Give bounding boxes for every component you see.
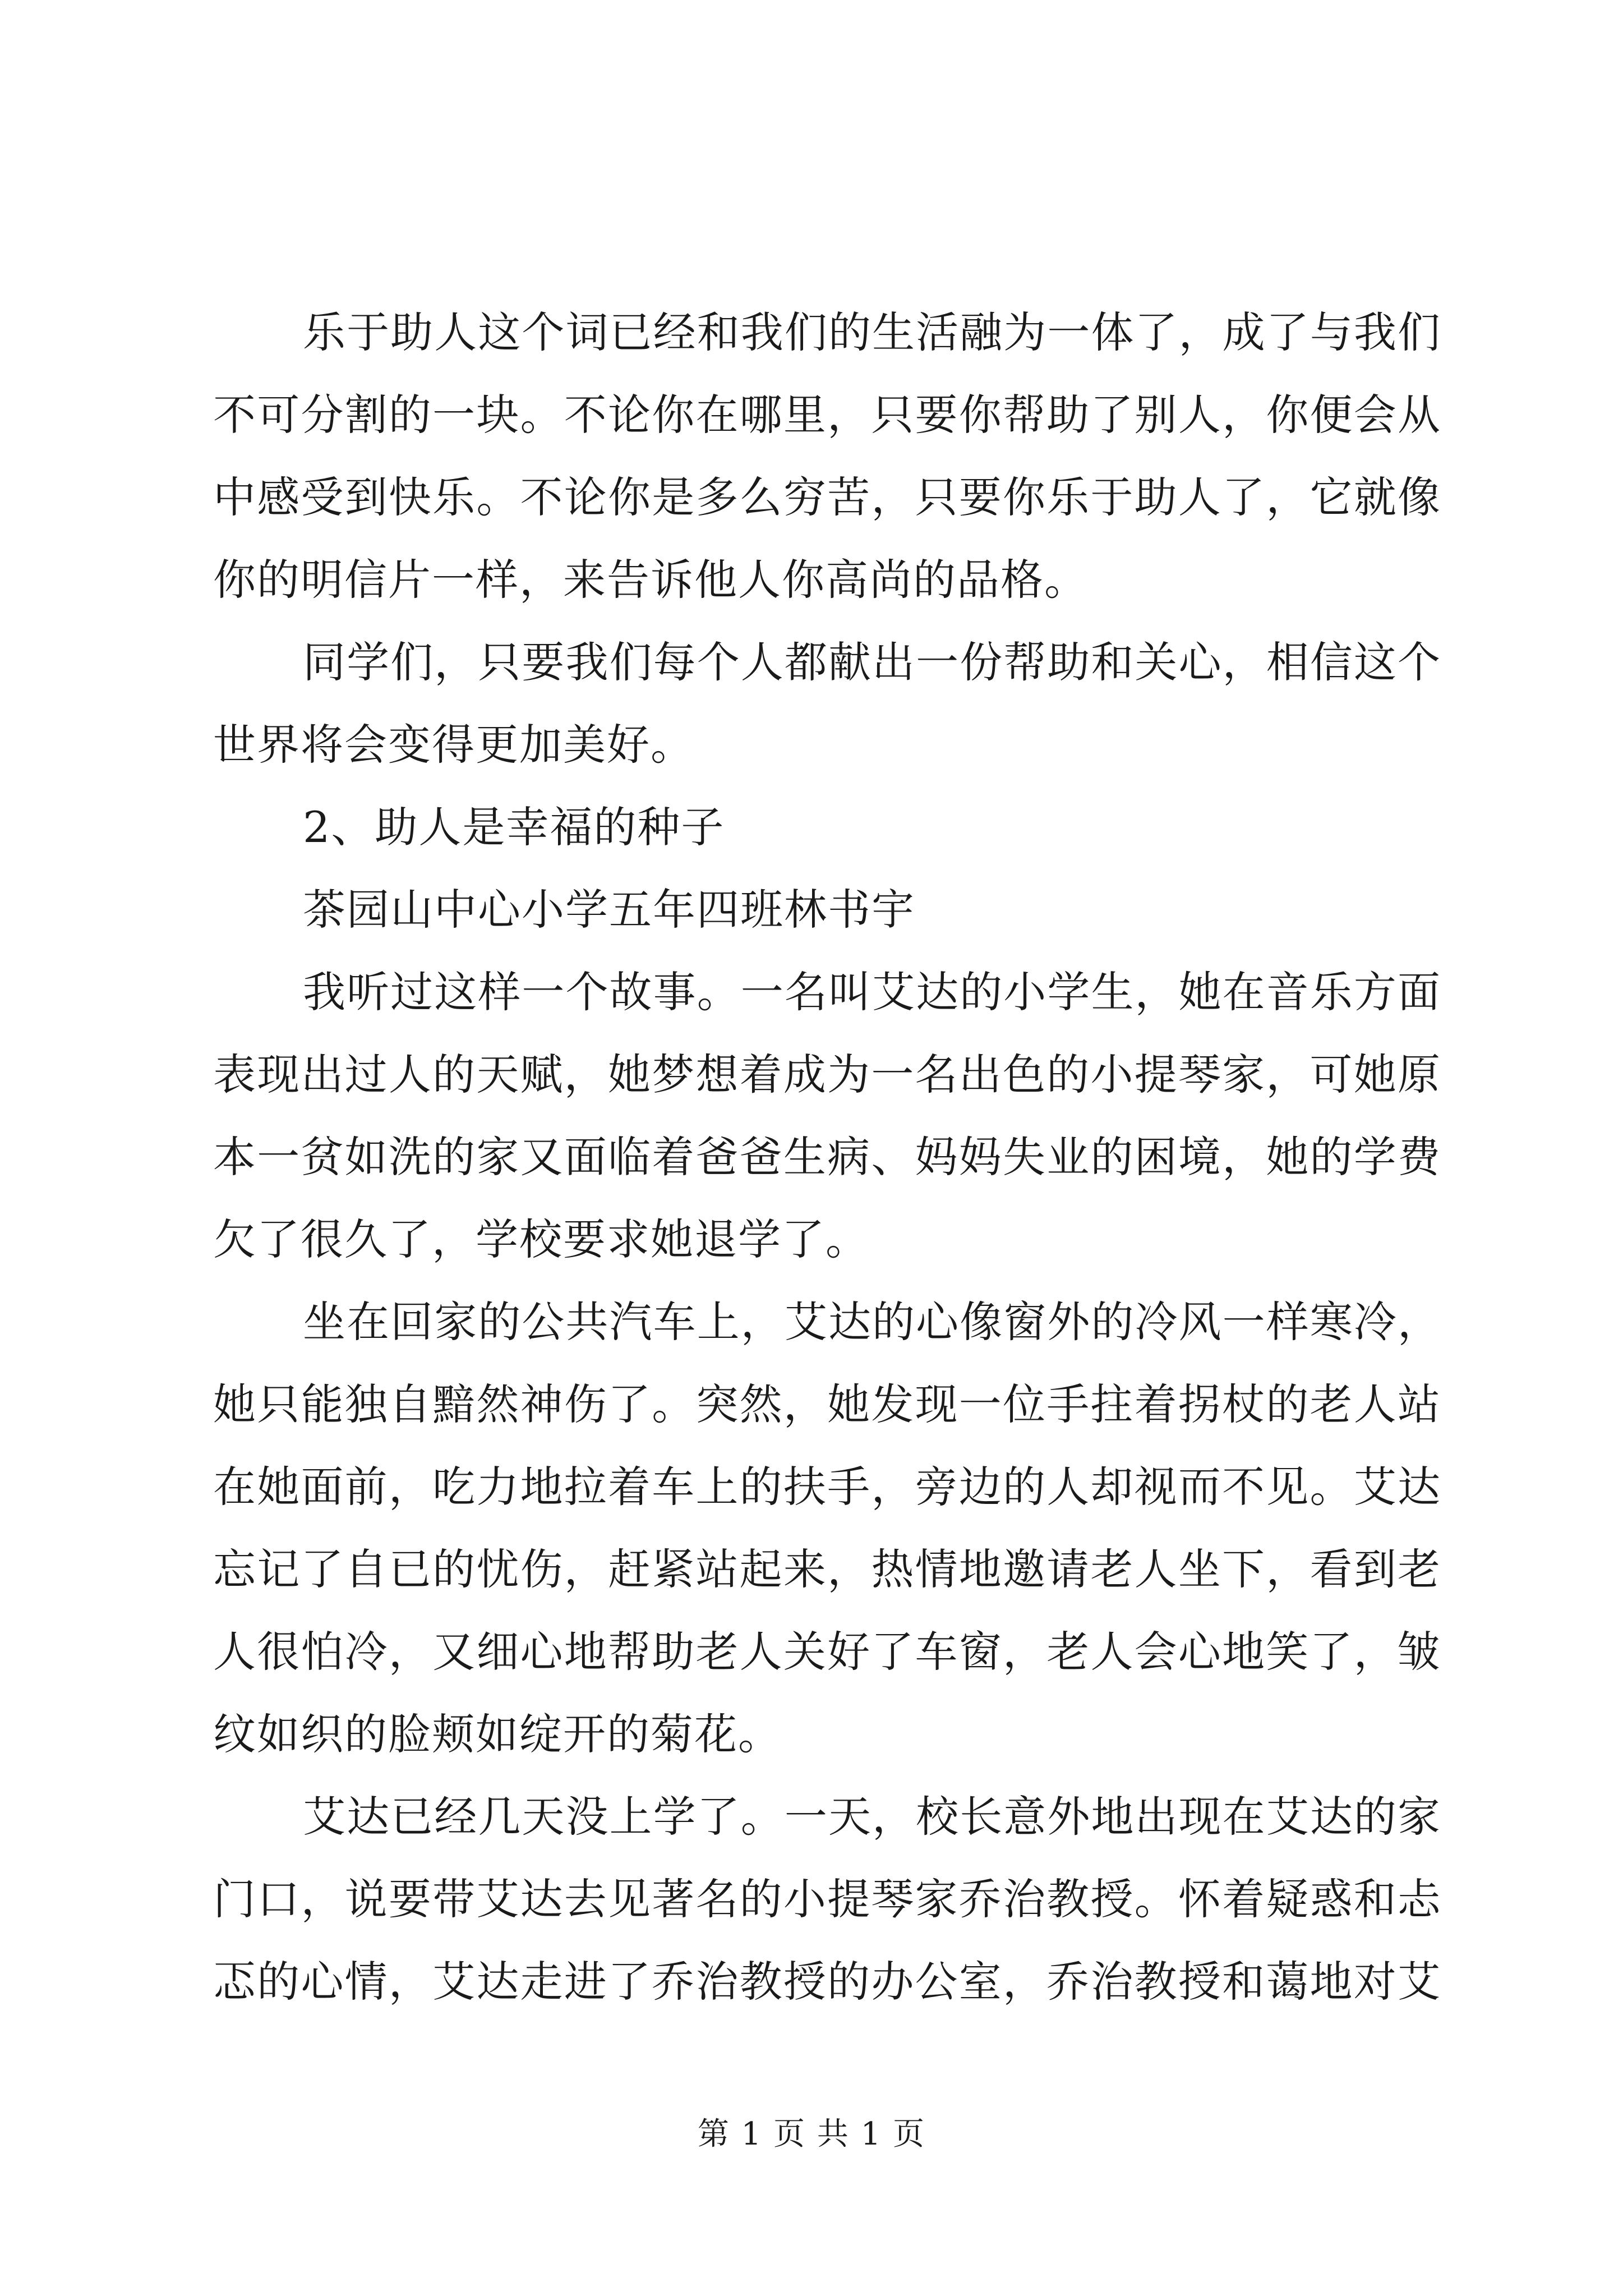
text-line: 纹如织的脸颊如绽开的菊花。: [213, 1709, 782, 1759]
text-line: 表现出过人的天赋，她梦想着成为一名出色的小提琴家，可她原: [213, 1050, 1441, 1099]
text-line: 在她面前，吃力地拉着车上的扶手，旁边的人却视而不见。艾达: [213, 1462, 1441, 1512]
text-line: 我听过这样一个故事。一名叫艾达的小学生，她在音乐方面: [303, 967, 1441, 1017]
text-line: 欠了很久了，学校要求她退学了。: [213, 1214, 869, 1264]
author-line: 茶园山中心小学五年四班林书宇: [303, 885, 915, 935]
section-heading: 2、助人是幸福的种子: [303, 802, 725, 852]
text-line: 你的明信片一样，来告诉他人你高尚的品格。: [213, 555, 1088, 605]
text-line: 乐于助人这个词已经和我们的生活融为一体了，成了与我们: [303, 307, 1441, 357]
text-line: 忑的心情，艾达走进了乔治教授的办公室，乔治教授和蔼地对艾: [213, 1957, 1441, 2007]
text-line: 中感受到快乐。不论你是多么穷苦，只要你乐于助人了，它就像: [213, 472, 1441, 522]
text-line: 人很怕冷，又细心地帮助老人关好了车窗，老人会心地笑了，皱: [213, 1627, 1441, 1677]
text-line: 门口，说要带艾达去见著名的小提琴家乔治教授。怀着疑惑和忐: [213, 1874, 1441, 1924]
text-line: 艾达已经几天没上学了。一天，校长意外地出现在艾达的家: [303, 1792, 1441, 1842]
text-line: 忘记了自已的忧伤，赶紧站起来，热情地邀请老人坐下，看到老: [213, 1544, 1441, 1594]
text-line: 坐在回家的公共汽车上，艾达的心像窗外的冷风一样寒冷，: [303, 1297, 1441, 1347]
text-line: 世界将会变得更加美好。: [213, 720, 694, 770]
text-line: 她只能独自黯然神伤了。突然，她发现一位手拄着拐杖的老人站: [213, 1379, 1441, 1429]
text-line: 同学们，只要我们每个人都献出一份帮助和关心，相信这个: [303, 637, 1441, 687]
text-line: 本一贫如洗的家又面临着爸爸生病、妈妈失业的困境，她的学费: [213, 1132, 1441, 1182]
page-number-footer: 第 1 页 共 1 页: [697, 2116, 926, 2152]
text-line: 不可分割的一块。不论你在哪里，只要你帮助了别人，你便会从: [213, 390, 1441, 440]
